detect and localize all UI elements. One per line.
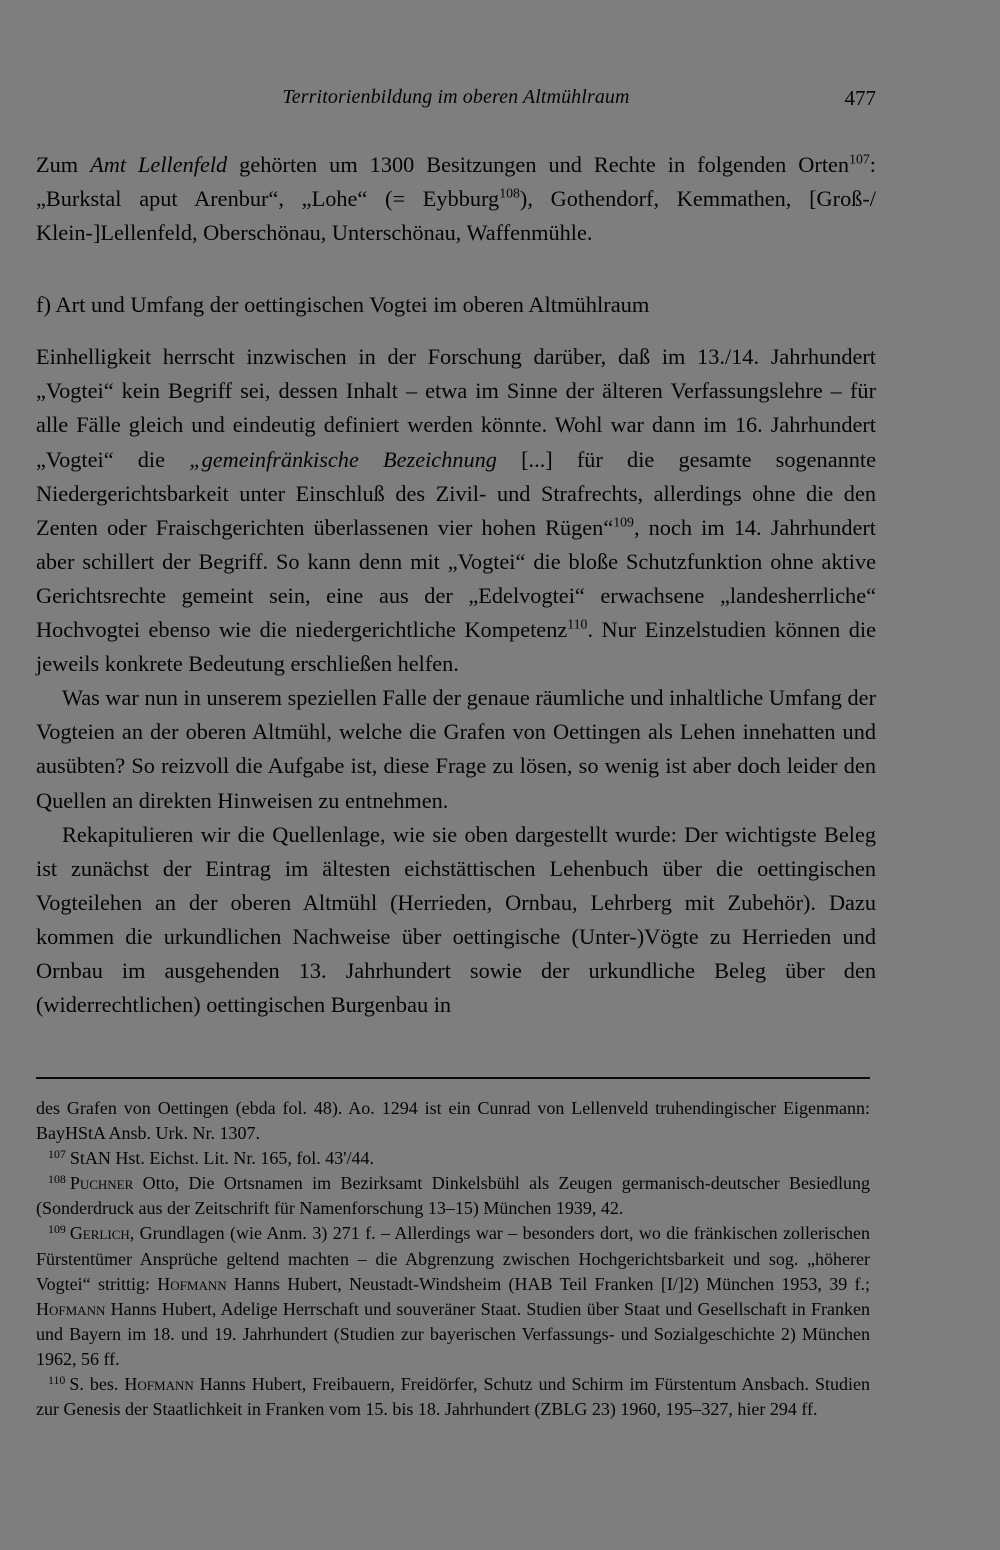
footnote-number: 107 xyxy=(48,1146,66,1161)
footnote-109 xyxy=(36,1221,870,1372)
footnote-ref-108[interactable]: 108 xyxy=(499,185,520,201)
italic-term: Amt Lellenfeld xyxy=(90,152,228,177)
text-run: Einhelligkeit herrscht inzwischen in der Forschung darüber, daß im 13./14. Jahrhundert „Vogtei“ kein Begriff sei, dessen Inhalt – etwa im Sinne der älteren Verfassungslehre – für alle Fälle gleich und eindeutig definiert werden könnte. Wohl war dann im 16. Jahrhundert „Vogtei“ die xyxy=(36,344,876,472)
footnote-text: Otto, Die Ortsnamen im Bezirksamt Dinkelsbühl als Zeugen germanisch-deutscher Besiedlung (Sonderdruck aus der Zeitschrift für Namenforschung 13–15) München 1939, 42. xyxy=(36,1173,870,1219)
footnote-number: 109 xyxy=(48,1221,66,1236)
paragraph-question: Was war nun in unserem speziellen Falle der genaue räumliche und inhaltliche Umfang der Vogteien an der oberen Altmühl, welche die Grafen von Oettingen als Lehen innehatten und ausübten? So reizvoll die Aufgabe ist, diese Frage zu lösen, so wenig ist aber doch leider den Quellen an direkten Hinweisen zu entnehmen. xyxy=(36,685,876,813)
author-name: Puchner xyxy=(69,1173,134,1194)
author-name: Hofmann xyxy=(36,1298,106,1319)
text-run: [...] für die gesamte sogenannte Niedergerichtsbarkeit unter Einschluß des Zivil- und Strafrechts, allerdings ohne die den Zenten oder Fraischgerichten überlassenen vier hohen Rügen“ xyxy=(36,446,876,540)
footnote-110 xyxy=(36,1372,870,1422)
footnote-text: Hanns Hubert, Freibauern, Freidörfer, Schutz und Schirm im Fürstentum Ansbach. Studien zur Genesis der Staatlichkeit in Franken vom 15. bis 18. Jahrhundert (ZBLG 23) 1960, 195–327, hier 294 ff. xyxy=(36,1374,871,1420)
text-run: Zum xyxy=(36,152,91,177)
footnote-divider xyxy=(36,1077,870,1079)
author-name: Gerlich xyxy=(69,1223,130,1244)
footnote-number: 110 xyxy=(48,1372,66,1387)
footnote-text: Hanns Hubert, Neustadt-Windsheim (HAB Teil Franken [I/]2) München 1953, 39 f.; xyxy=(226,1273,871,1294)
text-run: , noch im 14. Jahrhundert aber schillert der Begriff. So kann denn mit „Vogtei“ die bloße Schutzfunktion ohne aktive Gerichtsrechte gemeint sein, eine aus der „Edelvogtei“ erwachsene „landesherrliche“ Hochvogtei ebenso wie die niedergerichtliche Kompetenz xyxy=(36,514,876,643)
footnote-text: , Grundlagen (wie Anm. 3) 271 f. – Allerdings war – besonders dort, wo die fränkischen zollerischen Fürstentümer Ansprüche geltend machten – die Abgrenzung zwischen Hochgerichtsbarkeit und sog. „höherer Vogtei“ strittig: xyxy=(36,1223,870,1294)
footnote-number: 108 xyxy=(48,1171,66,1186)
text-run: . Nur Einzelstudien können die jeweils konkrete Bedeutung erschließen helfen. xyxy=(36,617,876,677)
author-name: Hofmann xyxy=(157,1273,227,1294)
page-header xyxy=(36,86,876,114)
footnote-108 xyxy=(36,1171,870,1221)
footnote-107 xyxy=(36,1146,870,1171)
footnote-text: StAN Hst. Eichst. Lit. Nr. 165, fol. 43'/44. xyxy=(69,1148,375,1169)
text-run: ), Gothendorf, Kemmathen, [Groß-/ Klein-]Lellenfeld, Oberschönau, Unterschönau, Waffenmühle. xyxy=(36,186,876,246)
running-title: Territorienbildung im oberen Altmühlraum xyxy=(282,86,630,108)
paragraph-vogtei-definition xyxy=(36,340,876,681)
footnotes xyxy=(36,1096,870,1422)
author-name: Hofmann xyxy=(124,1374,194,1395)
paragraph-sources: Rekapitulieren wir die Quellenlage, wie sie oben dargestellt wurde: Der wichtigste Beleg ist zunächst der Eintrag im ältesten eichstättischen Lehenbuch über die oettingischen Vogteilehen an der oberen Altmühl (Herrieden, Ornbau, Lehrberg mit Zubehör). Dazu kommen die urkundlichen Nachweise über oettingische (Unter-)Vögte zu Herrieden und Ornbau im ausgehenden 13. Jahrhundert sowie der urkundliche Beleg über den (widerrechtlichen) oettingischen Burgenbau in xyxy=(36,821,876,1018)
page-number: 477 xyxy=(844,86,876,110)
text-run: : „Burkstal aput Arenbur“, „Lohe“ (= Eybburg xyxy=(36,152,876,212)
footnote-ref-109[interactable]: 109 xyxy=(613,514,634,530)
footnote-ref-107[interactable]: 107 xyxy=(849,151,870,167)
footnote-continuation: des Grafen von Oettingen (ebda fol. 48). Ao. 1294 ist ein Cunrad von Lellenveld truhendingischer Eigenmann: BayHStA Ansb. Urk. Nr. 1307. xyxy=(36,1098,870,1144)
footnote-text: S. bes. xyxy=(69,1374,125,1395)
section-heading: f) Art und Umfang der oettingischen Vogtei im oberen Altmühlraum xyxy=(36,292,650,318)
italic-quote: „gemeinfränkische Bezeichnung xyxy=(189,446,497,472)
footnote-ref-110[interactable]: 110 xyxy=(567,616,588,632)
main-text xyxy=(36,148,876,1022)
text-run: gehörten um 1300 Besitzungen und Rechte in folgenden Orten xyxy=(227,152,850,177)
paragraph-amt-lellenfeld xyxy=(36,148,876,250)
footnote-text: Hanns Hubert, Adelige Herrschaft und souveräner Staat. Studien über Staat und Gesellschaft in Franken und Bayern im 18. und 19. Jahrhundert (Studien zur bayerischen Verfassungs- und Sozialgeschichte 2) München 1962, 56 ff. xyxy=(36,1298,870,1369)
